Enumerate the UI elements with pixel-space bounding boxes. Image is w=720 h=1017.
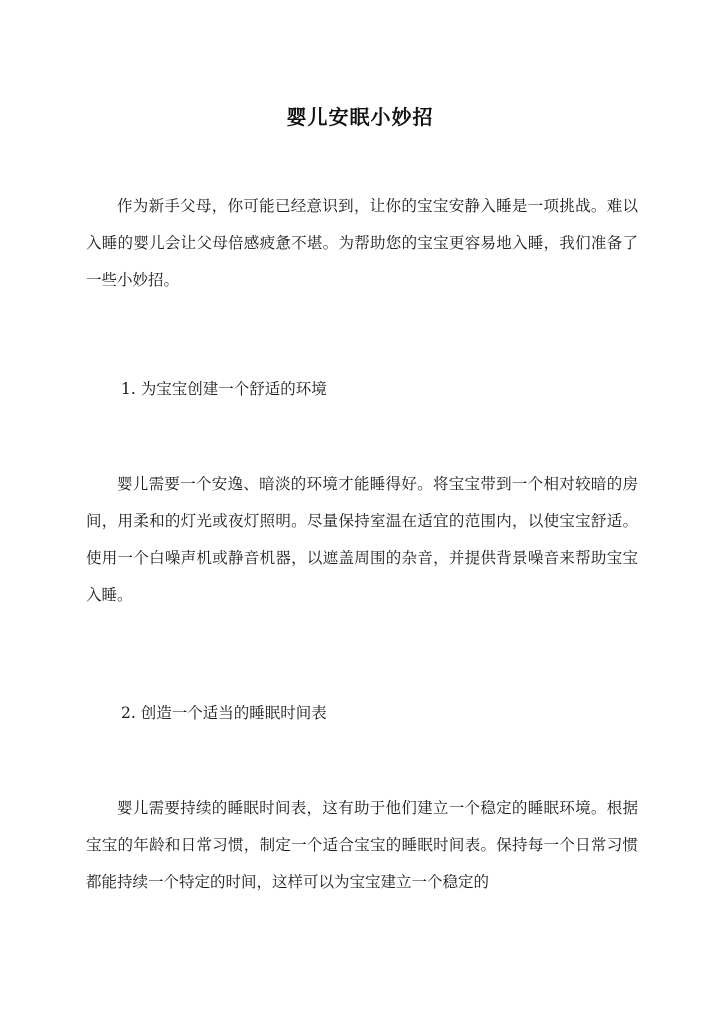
section-paragraph-1: 婴儿需要一个安逸、暗淡的环境才能睡得好。将宝宝带到一个相对较暗的房间，用柔和的灯光或夜灯照明。尽量保持室温在适宜的范围内，以使宝宝舒适。使用一个白噪声机或静音机器，以遮盖周围的杂音，并提供背景噪音来帮助宝宝入睡。: [86, 475, 638, 604]
document-title: 婴儿安眠小妙招: [286, 105, 434, 130]
section-heading-1: 1. 为宝宝创建一个舒适的环境: [121, 380, 327, 398]
intro-paragraph: 作为新手父母，你可能已经意识到，让你的宝宝安静入睡是一项挑战。难以入睡的婴儿会让父母倍感疲惫不堪。为帮助您的宝宝更容易地入睡，我们准备了一些小妙招。: [86, 197, 638, 289]
section-paragraph-2: 婴儿需要持续的睡眠时间表，这有助于他们建立一个稳定的睡眠环境。根据宝宝的年龄和日常习惯，制定一个适合宝宝的睡眠时间表。保持每一个日常习惯都能持续一个特定的时间，这样可以为宝宝建立一个稳定的: [86, 799, 638, 891]
section-heading-2: 2. 创造一个适当的睡眠时间表: [121, 704, 327, 722]
